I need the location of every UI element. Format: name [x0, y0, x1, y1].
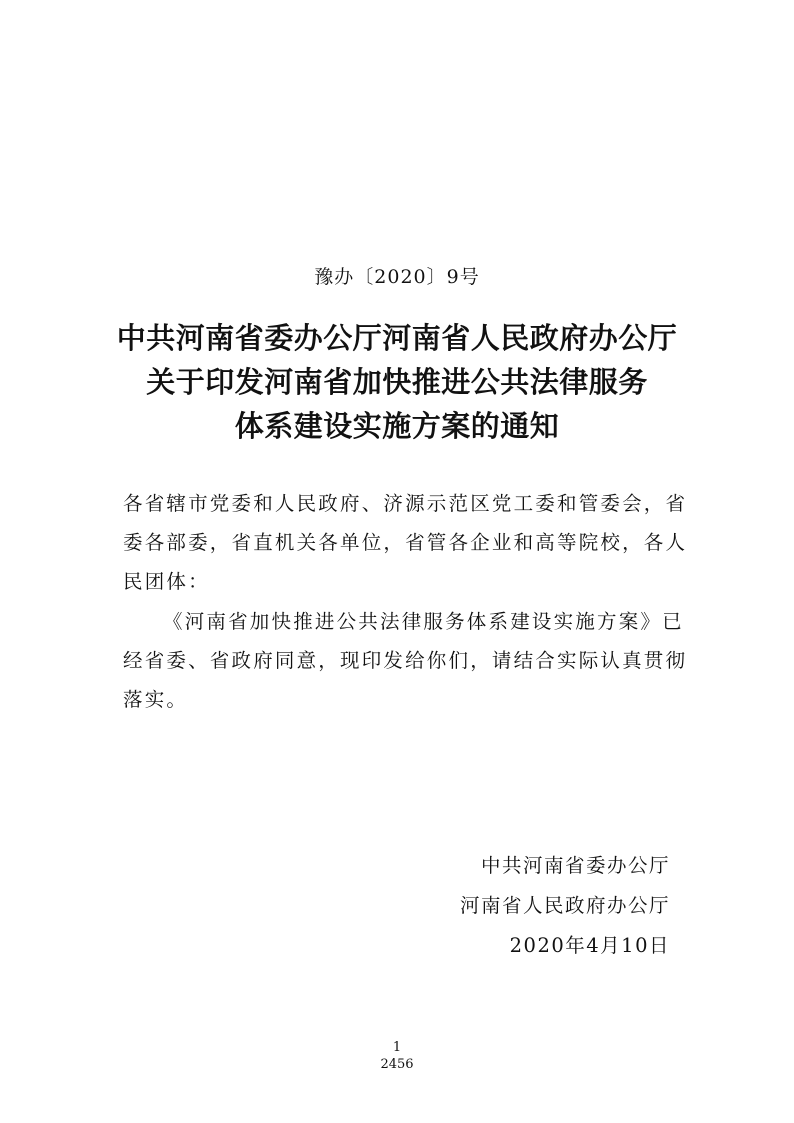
- paragraph-line: 经省委、省政府同意，现印发给你们，请结合实际认真贯彻: [123, 649, 688, 672]
- title-line: 中共河南省委办公厅河南省人民政府办公厅: [116, 321, 678, 355]
- addressee-line: 各省辖市党委和人民政府、济源示范区党工委和管委会，省: [123, 492, 688, 515]
- addressee-line: 委各部委，省直机关各单位，省管各企业和高等院校，各人: [123, 531, 688, 554]
- signature-date: 2020年4月10日: [509, 934, 670, 957]
- addressee-block: [123, 484, 688, 601]
- signature-org-1: 中共河南省委办公厅: [480, 854, 670, 877]
- footer-code: 2456: [380, 1057, 414, 1072]
- title-line: 关于印发河南省加快推进公共法律服务: [146, 365, 648, 399]
- document-title: [0, 316, 794, 448]
- signature-org-2: 河南省人民政府办公厅: [459, 894, 670, 917]
- paragraph-line: 《河南省加快推进公共法律服务体系建设实施方案》已: [163, 610, 684, 633]
- document-number: 豫办〔2020〕9号: [314, 266, 480, 288]
- body-paragraph: [123, 602, 688, 719]
- page-number: 1: [392, 1040, 402, 1055]
- title-line: 体系建设实施方案的通知: [234, 409, 560, 443]
- signature-block: [460, 846, 670, 966]
- paragraph-line: 落实。: [123, 688, 189, 711]
- addressee-line: 民团体：: [123, 570, 210, 593]
